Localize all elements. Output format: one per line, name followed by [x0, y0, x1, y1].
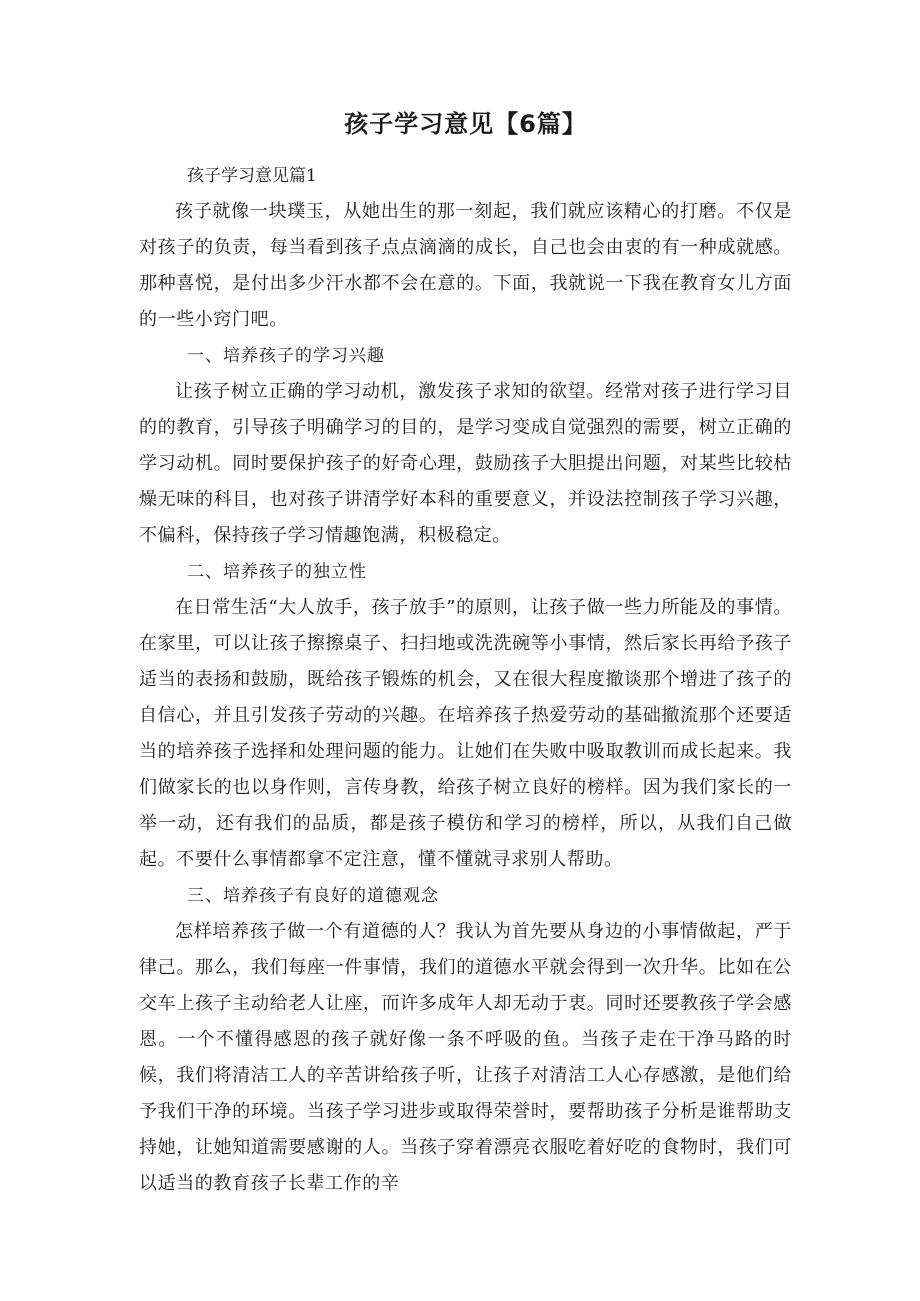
section-title: 孩子学习意见篇1 [187, 166, 317, 186]
document-title: 孩子学习意见【6篇】 [344, 110, 587, 138]
heading-learning-interest: 一、培养孩子的学习兴趣 [187, 346, 385, 366]
paragraph-independence: 在日常生活“大人放手，孩子放手”的原则，让孩子做一些力所能及的事情。在家里，可以让孩子擦擦桌子、扫扫地或洗洗碗等小事情，然后家长再给予孩子适当的表扬和鼓励，既给孩子锻炼的机会，又在很大程度撤谈那个增进了孩子的自信心，并且引发孩子劳动的兴趣。在培养孩子热爱劳动的基础撤流那个还要适当的培养孩子选择和处理问题的能力。让她们在失败中吸取教训而成长起来。我们做家长的也以身作则，言传身教，给孩子树立良好的榜样。因为我们家长的一举一动，还有我们的品质，都是孩子模仿和学习的榜样，所以，从我们自己做起。不要什么事情都拿不定注意，懂不懂就寻求别人帮助。 [139, 597, 792, 870]
intro-paragraph: 孩子就像一块璞玉，从她出生的那一刻起，我们就应该精心的打磨。不仅是对孩子的负责，每当看到孩子点点滴滴的成长，自己也会由衷的有一种成就感。那种喜悦，是付出多少汗水都不会在意的。下面，我就说一下我在教育女儿方面的一些小窍门吧。 [139, 201, 792, 330]
heading-moral-values: 三、培养孩子有良好的道德观念 [187, 886, 439, 906]
heading-independence: 二、培养孩子的独立性 [187, 562, 367, 582]
paragraph-learning-interest: 让孩子树立正确的学习动机，激发孩子求知的欲望。经常对孩子进行学习目的的教育，引导孩子明确学习的目的，是学习变成自觉强烈的需要，树立正确的学习动机。同时要保护孩子的好奇心理，鼓励孩子大胆提出问题，对某些比较枯燥无味的科目，也对孩子讲清学好本科的重要意义，并设法控制孩子学习兴趣，不偏科，保持孩子学习情趣饱满，积极稳定。 [139, 381, 792, 546]
paragraph-moral-values: 怎样培养孩子做一个有道德的人？我认为首先要从身边的小事情做起，严于律己。那么，我们每座一件事情，我们的道德水平就会得到一次升华。比如在公交车上孩子主动给老人让座，而许多成年人却无动于衷。同时还要教孩子学会感恩。一个不懂得感恩的孩子就好像一条不呼吸的鱼。当孩子走在干净马路的时候，我们将清洁工人的辛苦讲给孩子听，让孩子对清洁工人心存感激，是他们给予我们干净的环境。当孩子学习进步或取得荣誉时，要帮助孩子分析是谁帮助支持她，让她知道需要感谢的人。当孩子穿着漂亮衣服吃着好吃的食物时，我们可以适当的教育孩子长辈工作的辛 [139, 921, 792, 1194]
